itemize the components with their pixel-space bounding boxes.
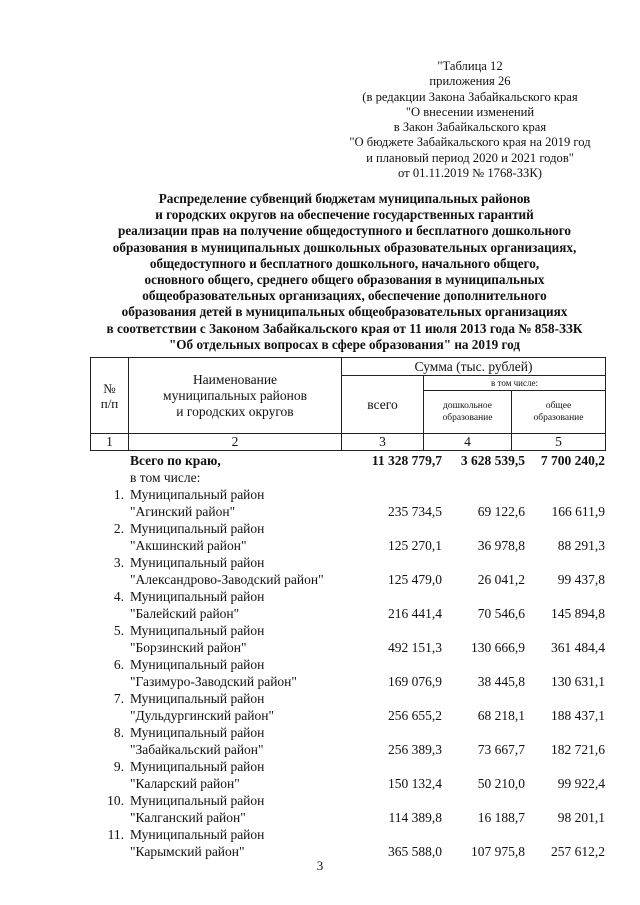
table-row <box>90 758 615 792</box>
table-body <box>90 452 615 860</box>
row-number: 8. <box>113 725 124 740</box>
appendix-note-line: (в редакции Закона Забайкальского края <box>362 89 578 104</box>
row-preschool: 38 445,8 <box>477 674 525 689</box>
row-name: "Александрово-Заводский район" <box>130 572 324 587</box>
including-label: в том числе: <box>130 470 201 485</box>
table-row <box>90 792 615 826</box>
row-general: 99 437,8 <box>557 572 605 587</box>
title-line: образования в муниципальных дошкольных образовательных организациях, <box>112 239 577 255</box>
title-line: реализации прав на получение общедоступного и бесплатного дошкольного <box>117 223 572 239</box>
table-row <box>90 588 615 622</box>
row-name: "Балейский район" <box>130 606 240 621</box>
row-preschool: 70 546,6 <box>477 606 525 621</box>
row-general: 130 631,1 <box>551 674 605 689</box>
header-number-line: п/п <box>100 395 119 411</box>
title-line: образования детей в муниципальных общеобразовательных организациях <box>121 304 568 320</box>
header-name-line: Наименование <box>192 371 278 387</box>
appendix-note-line: "О бюджете Забайкальского края на 2019 год <box>349 135 591 150</box>
row-name: "Газимуро-Заводский район" <box>130 674 297 689</box>
row-name: "Карымский район" <box>130 844 245 859</box>
header-total: всего <box>342 376 424 434</box>
header-name-line: и городских округов <box>176 403 294 419</box>
row-type: Муниципальный район <box>130 725 265 740</box>
row-total: 235 734,5 <box>388 504 442 519</box>
row-number: 9. <box>113 759 124 774</box>
appendix-note-line: в Закон Забайкальского края <box>393 120 547 135</box>
row-type: Муниципальный район <box>130 623 265 638</box>
table-row <box>90 656 615 690</box>
row-number: 5. <box>113 623 124 638</box>
row-preschool: 130 666,9 <box>471 640 525 655</box>
row-type: Муниципальный район <box>130 521 265 536</box>
row-number: 4. <box>113 589 124 604</box>
total-label: Всего по краю, <box>130 453 221 468</box>
page-number: 3 <box>316 858 324 873</box>
appendix-note-line: и плановый период 2020 и 2021 годов" <box>366 150 574 165</box>
appendix-note-line: "О внесении изменений <box>405 104 535 119</box>
title-line: в соответствии с Законом Забайкальского края от 11 июля 2013 года № 858-ЗЗК <box>106 320 583 336</box>
row-preschool: 16 188,7 <box>477 810 525 825</box>
table-row <box>90 724 615 758</box>
column-index: 1 <box>91 434 129 451</box>
row-general: 99 922,4 <box>557 776 605 791</box>
subsidy-table-header <box>90 357 606 451</box>
appendix-note-line: от 01.11.2019 № 1768-ЗЗК) <box>398 166 542 181</box>
column-index-row <box>91 434 606 451</box>
row-name: "Агинский район" <box>130 504 236 519</box>
row-type: Муниципальный район <box>130 759 265 774</box>
row-general: 98 201,1 <box>557 810 605 825</box>
header-preschool-line: дошкольное <box>443 401 492 411</box>
table-row <box>90 690 615 724</box>
header-name-line: муниципальных районов <box>163 387 307 403</box>
table-row <box>90 826 615 860</box>
header-number <box>91 358 129 434</box>
row-number: 7. <box>113 691 124 706</box>
table-row <box>90 554 615 588</box>
row-general: 166 611,9 <box>551 504 605 519</box>
row-type: Муниципальный район <box>130 487 265 502</box>
row-total: 114 389,8 <box>388 810 442 825</box>
title-line: общедоступного и бесплатного дошкольного, начального общего, <box>149 255 540 271</box>
row-type: Муниципальный район <box>130 827 265 842</box>
row-general: 361 484,4 <box>551 640 605 655</box>
row-general: 145 894,8 <box>551 606 605 621</box>
header-sum: Сумма (тыс. рублей) <box>342 358 606 376</box>
row-type: Муниципальный район <box>130 555 265 570</box>
row-preschool: 69 122,6 <box>477 504 525 519</box>
table-row <box>90 486 615 520</box>
header-number-line: № <box>103 380 116 396</box>
title-line: и городских округов на обеспечение государственных гарантий <box>155 207 534 223</box>
column-index: 4 <box>424 434 512 451</box>
table-row <box>90 520 615 554</box>
row-general: 188 437,1 <box>551 708 605 723</box>
row-name: "Забайкальский район" <box>130 742 264 757</box>
title-line: Распределение субвенций бюджетам муниципальных районов <box>158 191 531 206</box>
row-preschool: 36 978,8 <box>477 538 525 553</box>
appendix-note-line: приложения 26 <box>429 74 511 89</box>
document-title <box>72 191 617 353</box>
column-index: 5 <box>512 434 606 451</box>
row-preschool: 50 210,0 <box>477 776 525 791</box>
title-line: общеобразовательных организациях, обеспечение дополнительного <box>142 288 547 304</box>
row-preschool: 68 218,1 <box>477 708 525 723</box>
row-name: "Дульдургинский район" <box>130 708 274 723</box>
row-total: 365 588,0 <box>388 844 442 859</box>
table-row <box>90 622 615 656</box>
row-number: 10. <box>107 793 124 808</box>
header-name <box>129 358 342 434</box>
row-preschool: 107 975,8 <box>471 844 525 859</box>
header-general-line: общее <box>545 401 572 411</box>
column-index: 3 <box>342 434 424 451</box>
row-total: 256 655,2 <box>388 708 442 723</box>
row-name: "Калганский район" <box>130 810 246 825</box>
row-number: 1. <box>113 487 124 502</box>
row-total: 216 441,4 <box>388 606 442 621</box>
row-number: 11. <box>107 827 124 842</box>
row-general: 257 612,2 <box>551 844 605 859</box>
row-preschool: 73 667,7 <box>477 742 525 757</box>
row-type: Муниципальный район <box>130 589 265 604</box>
header-general <box>512 391 606 434</box>
row-general: 182 721,6 <box>551 742 605 757</box>
header-preschool <box>424 391 512 434</box>
row-number: 6. <box>113 657 124 672</box>
title-line: основного общего, среднего общего образования в муниципальных <box>144 272 545 288</box>
total-sum: 11 328 779,7 <box>371 453 442 468</box>
header-including: в том числе: <box>424 376 606 391</box>
row-total: 256 389,3 <box>388 742 442 757</box>
row-number: 2. <box>113 521 124 536</box>
total-preschool: 3 628 539,5 <box>460 453 525 468</box>
row-general: 88 291,3 <box>557 538 605 553</box>
column-index: 2 <box>129 434 342 451</box>
total-general: 7 700 240,2 <box>540 453 605 468</box>
title-line: "Об отдельных вопросах в сфере образования" на 2019 год <box>168 336 521 352</box>
appendix-note <box>300 59 640 181</box>
row-type: Муниципальный район <box>130 691 265 706</box>
row-total: 492 151,3 <box>388 640 442 655</box>
row-total: 125 270,1 <box>388 538 442 553</box>
row-name: "Акшинский район" <box>130 538 247 553</box>
appendix-note-line: "Таблица 12 <box>437 59 503 73</box>
including-row <box>90 469 615 486</box>
row-number: 3. <box>113 555 124 570</box>
row-preschool: 26 041,2 <box>477 572 525 587</box>
row-name: "Каларский район" <box>130 776 240 791</box>
row-total: 169 076,9 <box>388 674 442 689</box>
row-type: Муниципальный район <box>130 793 265 808</box>
header-general-line: образование <box>533 413 584 423</box>
header-preschool-line: образование <box>442 413 493 423</box>
row-type: Муниципальный район <box>130 657 265 672</box>
row-total: 150 132,4 <box>388 776 442 791</box>
row-name: "Борзинский район" <box>130 640 247 655</box>
row-total: 125 479,0 <box>388 572 442 587</box>
total-row <box>90 452 615 469</box>
